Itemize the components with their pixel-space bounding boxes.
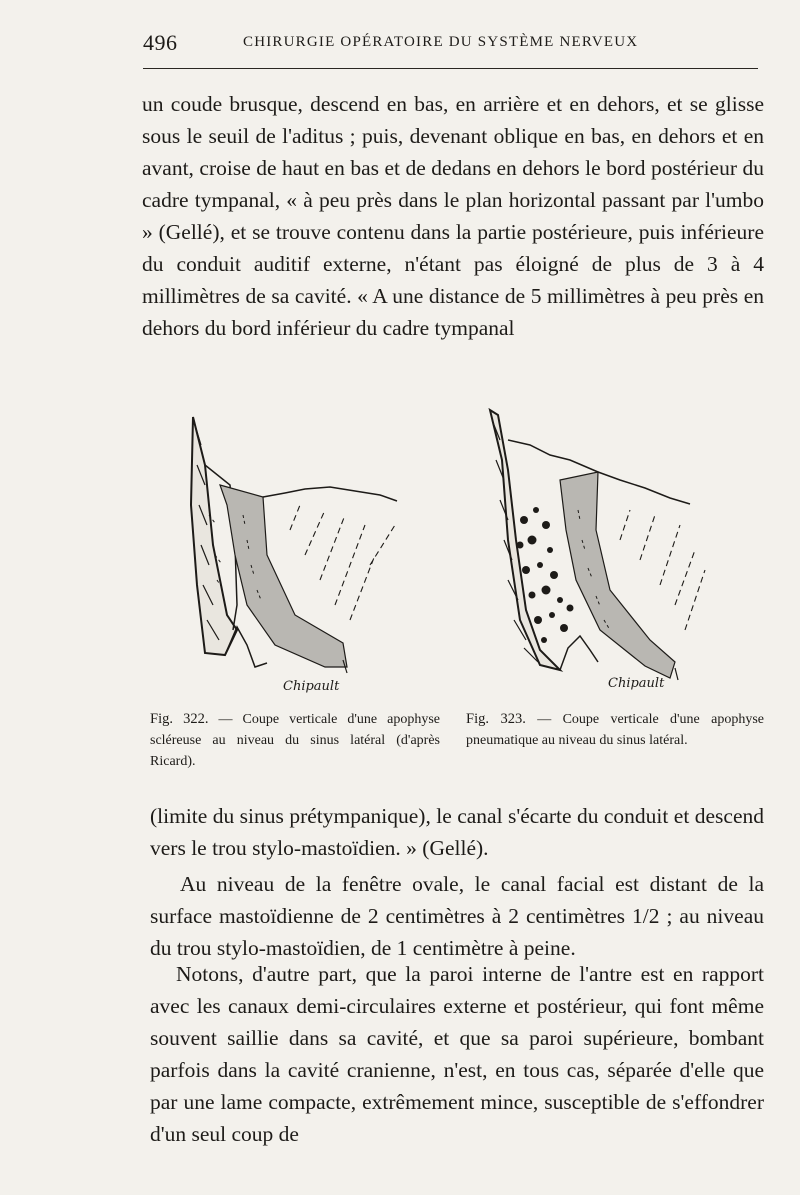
figure-322-caption-text: — Coupe verticale d'une apophyse scléreuse au niveau du sinus latéral (d'après Ricard). — [150, 712, 440, 769]
fig323-spur — [560, 636, 598, 670]
figure-323-caption — [466, 709, 764, 751]
paragraph-2: (limite du sinus prétympanique), le canal s'écarte du conduit et descend vers le trou stylo-mastoïdien. » (Gellé). — [150, 804, 764, 860]
figure-322-label: Fig. 322. — [150, 711, 209, 727]
figure-322-caption — [150, 709, 440, 772]
fig322-surface-line — [263, 487, 397, 501]
header-rule — [143, 68, 758, 69]
paragraph-1: un coude brusque, descend en bas, en arrière et en dehors, et se glisse sous le seuil de l'aditus ; puis, devenant oblique en bas, en dehors et en avant, croise de haut en bas et de dedans en dehors le bord postérieur du cadre tympanal, « à peu près dans le plan horizontal passant par l'umbo » (Gellé), et se trouve contenu dans la partie postérieure, puis inférieure du conduit auditif externe, n'étant pas éloigné de plus de 3 à 4 millimètres de sa cavité. « A une distance de 5 millimètres à peu près en dehors du bord inférieur du cadre tympanal — [142, 92, 764, 340]
running-head: CHIRURGIE OPÉRATOIRE DU SYSTÈME NERVEUX — [243, 34, 639, 50]
fig322-cortex — [191, 417, 237, 655]
fig322-diagonals — [290, 505, 395, 620]
figure-322-illustration — [175, 405, 415, 705]
figure-323-illustration — [480, 400, 720, 705]
fig323-surface-line — [508, 440, 690, 504]
figure-323-caption-text: — Coupe verticale d'une apophyse pneumatique au niveau du sinus latéral. — [466, 712, 765, 748]
fig323-cortex — [490, 410, 560, 670]
fig322-signature: Chipault — [283, 679, 340, 694]
fig323-diagonals — [620, 510, 705, 630]
paragraph-4: Notons, d'autre part, que la paroi interne de l'antre est en rapport avec les canaux demi-circulaires externe et postérieur, qui font même souvent saillie dans sa cavité, et que sa paroi supérieure, bombant parfois dans la cavité cranienne, n'est, en tous cas, séparée d'elle que par une lame compacte, extrêmement mince, susceptible de s'effondrer d'un seul coup de — [150, 962, 764, 1146]
fig323-bottom-tick — [675, 668, 678, 680]
figure-323-label: Fig. 323. — [466, 711, 526, 727]
fig323-signature: Chipault — [608, 676, 665, 691]
fig323-sinus-band — [560, 472, 675, 678]
paragraph-3: Au niveau de la fenêtre ovale, le canal facial est distant de la surface mastoïdienne de 2 centimètres à 2 centimètres 1/2 ; au niveau du trou stylo-mastoïdien, de 1 centimètre à peine. — [150, 872, 764, 960]
fig322-sinus-band — [220, 485, 347, 667]
page-number: 496 — [143, 30, 178, 55]
